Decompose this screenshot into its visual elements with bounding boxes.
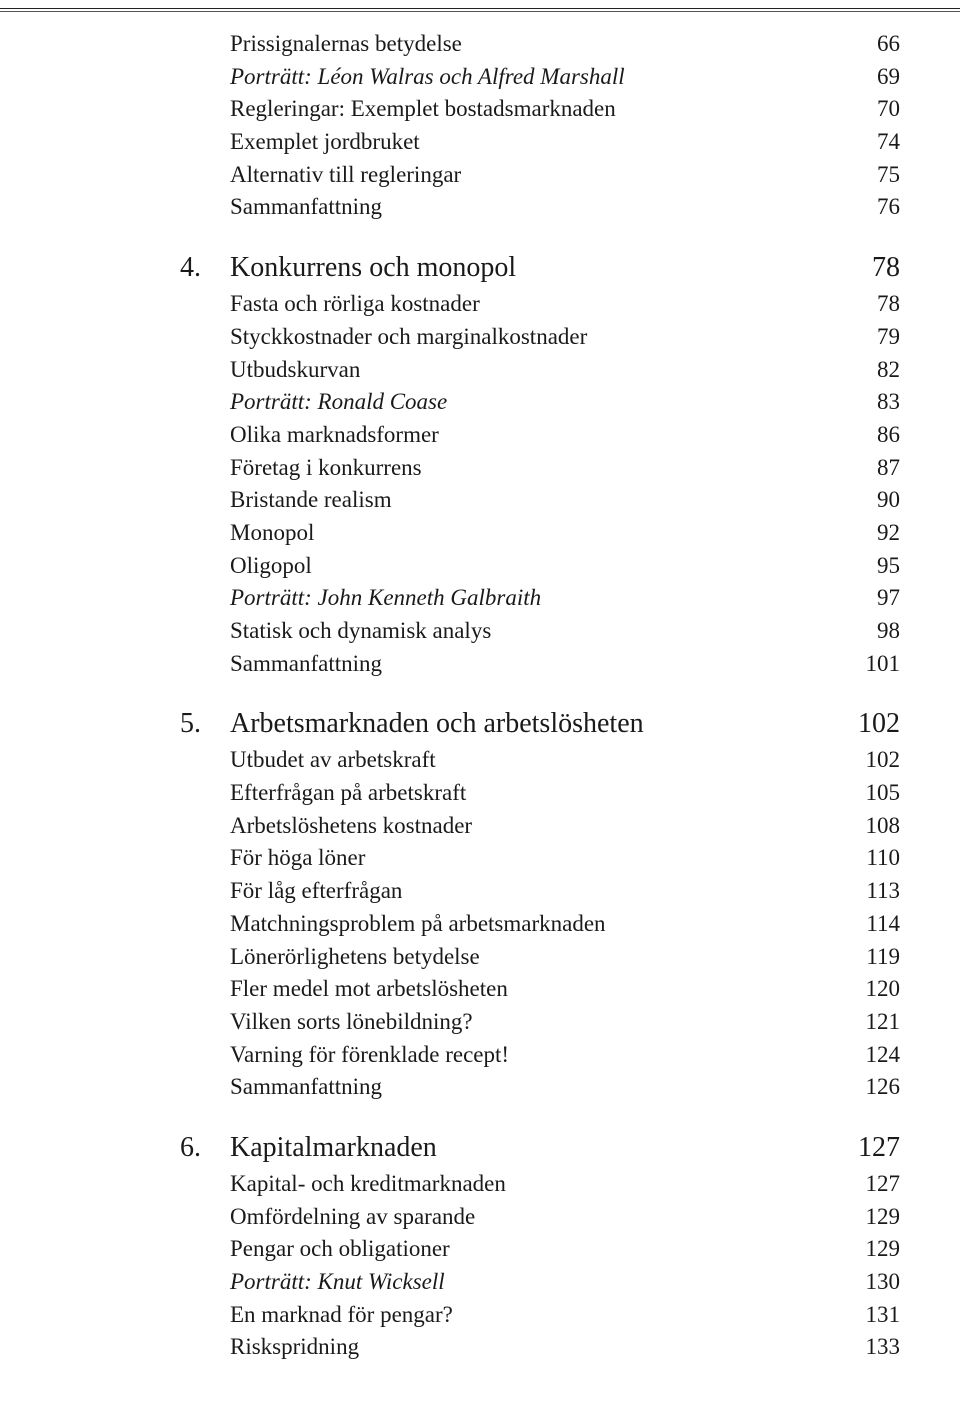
toc-entry-page-number: 82: [877, 356, 900, 382]
toc-entry-title: Vilken sorts lönebildning?: [230, 1008, 473, 1034]
chapter-heading: [0, 1128, 960, 1168]
toc-entry: [0, 386, 960, 419]
toc-entry: [0, 744, 960, 777]
toc-entry-title: Matchningsproblem på arbetsmarknaden: [230, 910, 606, 936]
toc-entry: [0, 126, 960, 159]
toc-entry-page-number: 92: [877, 519, 900, 545]
toc-entry-title: Varning för förenklade recept!: [230, 1041, 510, 1067]
toc-entry: [0, 159, 960, 192]
toc-entry: [0, 1006, 960, 1039]
toc-entry-title: Fler medel mot arbetslösheten: [230, 976, 508, 1002]
toc-entry: [0, 419, 960, 452]
toc-entry-title: Oligopol: [230, 552, 312, 578]
toc-entry-title: Porträtt: Knut Wicksell: [230, 1269, 445, 1294]
toc-entry-page-number: 75: [877, 161, 900, 187]
toc-entry: [0, 1331, 960, 1364]
toc-entry: [0, 908, 960, 941]
toc-entry-page-number: 130: [865, 1269, 900, 1294]
toc-entry: [0, 1233, 960, 1266]
toc-entry-page-number: 102: [865, 747, 900, 773]
chapter-number: 4.: [180, 252, 201, 284]
toc-entry: [0, 191, 960, 224]
toc-entry: [0, 582, 960, 615]
toc-entry-title: Sammanfattning: [230, 650, 383, 676]
toc-entry-page-number: 131: [865, 1301, 900, 1327]
toc-entry-title: Företag i konkurrens: [230, 454, 422, 480]
toc-entry-title: Sammanfattning: [230, 1074, 383, 1100]
toc-entry-title: Efterfrågan på arbetskraft: [230, 780, 467, 806]
toc-entry-page-number: 90: [877, 487, 900, 513]
toc-entry-page-number: 87: [877, 454, 900, 480]
toc-entry-page-number: 97: [877, 585, 900, 611]
toc-entry-page-number: 133: [865, 1334, 900, 1360]
toc-entry: [0, 288, 960, 321]
toc-entry: [0, 810, 960, 843]
toc-entry-page-number: 108: [865, 812, 900, 838]
toc-entry: [0, 61, 960, 94]
toc-entry: [0, 875, 960, 908]
toc-entry-page-number: 76: [877, 194, 900, 220]
toc-entry-page-number: 79: [877, 323, 900, 349]
toc-entry: [0, 550, 960, 583]
toc-entry-page-number: 83: [877, 389, 900, 415]
toc-entry: [0, 1071, 960, 1104]
toc-entry-title: Riskspridning: [230, 1334, 360, 1360]
top-rule: [0, 8, 960, 9]
toc-entry-page-number: 113: [866, 878, 900, 904]
toc-entry-title: Pengar och obligationer: [230, 1236, 450, 1262]
toc-entry-title: Olika marknadsformer: [230, 421, 439, 447]
toc-entry-page-number: 101: [865, 650, 900, 676]
toc-entry-title: Exemplet jordbruket: [230, 129, 420, 155]
toc-entry: [0, 1266, 960, 1299]
toc-entry-title: Sammanfattning: [230, 194, 383, 220]
chapter-page-number: 78: [872, 252, 900, 284]
toc-entry: [0, 452, 960, 485]
toc-entry-title: Porträtt: John Kenneth Galbraith: [230, 585, 542, 611]
table-of-contents: [0, 28, 960, 1364]
toc-entry-title: En marknad för pengar?: [230, 1301, 453, 1327]
toc-entry-title: Statisk och dynamisk analys: [230, 618, 492, 643]
toc-entry: [0, 1299, 960, 1332]
toc-entry-page-number: 78: [877, 291, 900, 317]
toc-entry-title: Monopol: [230, 519, 315, 545]
toc-entry: [0, 777, 960, 810]
chapter-number: 5.: [180, 708, 201, 740]
chapter-heading: [0, 704, 960, 744]
toc-entry: [0, 1201, 960, 1234]
toc-entry-page-number: 98: [877, 618, 900, 643]
toc-entry-title: Omfördelning av sparande: [230, 1203, 476, 1229]
toc-entry-page-number: 86: [877, 421, 900, 447]
toc-entry-title: För låg efterfrågan: [230, 878, 403, 904]
toc-entry-page-number: 129: [865, 1203, 900, 1229]
toc-entry: [0, 842, 960, 875]
toc-entry-page-number: 120: [865, 976, 900, 1002]
toc-entry-title: Bristande realism: [230, 487, 392, 513]
chapter-heading: [0, 248, 960, 288]
toc-entry-title: För höga löner: [230, 845, 366, 871]
chapter-number: 6.: [180, 1131, 201, 1163]
toc-entry-page-number: 114: [866, 910, 900, 936]
toc-entry-title: Porträtt: Léon Walras och Alfred Marshall: [230, 63, 625, 89]
chapter-page-number: 102: [858, 708, 900, 740]
toc-entry-page-number: 127: [865, 1170, 900, 1196]
chapter-title: Arbetsmarknaden och arbetslösheten: [230, 708, 644, 740]
toc-entry-page-number: 129: [865, 1236, 900, 1262]
chapter-title: Konkurrens och monopol: [230, 252, 517, 284]
chapter-title: Kapitalmarknaden: [230, 1131, 437, 1163]
toc-entry: [0, 28, 960, 61]
toc-entry: [0, 1168, 960, 1201]
toc-entry-title: Arbetslöshetens kostnader: [230, 812, 473, 838]
toc-entry: [0, 517, 960, 550]
toc-entry-page-number: 74: [877, 129, 900, 155]
toc-entry-page-number: 105: [865, 780, 900, 806]
toc-entry: [0, 1039, 960, 1072]
toc-entry: [0, 354, 960, 387]
toc-entry-title: Kapital- och kreditmarknaden: [230, 1170, 506, 1196]
toc-entry: [0, 648, 960, 681]
toc-entry-title: Lönerörlighetens betydelse: [230, 943, 480, 969]
toc-entry-title: Utbudet av arbetskraft: [230, 747, 436, 773]
chapter-page-number: 127: [858, 1131, 900, 1163]
toc-entry: [0, 973, 960, 1006]
toc-entry-page-number: 124: [865, 1041, 900, 1067]
toc-entry-title: Styckkostnader och marginalkostnader: [230, 323, 588, 349]
top-rule-secondary: [0, 11, 960, 12]
toc-entry-page-number: 110: [866, 845, 900, 871]
toc-entry-title: Porträtt: Ronald Coase: [230, 389, 448, 415]
toc-entry-title: Prissignalernas betydelse: [230, 31, 462, 56]
toc-entry-page-number: 121: [865, 1008, 900, 1034]
toc-entry-page-number: 95: [877, 552, 900, 578]
toc-entry-page-number: 119: [866, 943, 900, 969]
toc-entry: [0, 484, 960, 517]
toc-entry: [0, 93, 960, 126]
toc-entry: [0, 615, 960, 648]
toc-entry: [0, 941, 960, 974]
toc-entry-title: Fasta och rörliga kostnader: [230, 291, 480, 317]
toc-entry-title: Regleringar: Exemplet bostadsmarknaden: [230, 96, 616, 122]
toc-entry-page-number: 66: [877, 31, 900, 56]
toc-entry-page-number: 126: [865, 1074, 900, 1100]
toc-entry-page-number: 70: [877, 96, 900, 122]
toc-entry-title: Utbudskurvan: [230, 356, 361, 382]
toc-entry-title: Alternativ till regleringar: [230, 161, 462, 187]
toc-entry: [0, 321, 960, 354]
toc-entry-page-number: 69: [877, 63, 900, 89]
